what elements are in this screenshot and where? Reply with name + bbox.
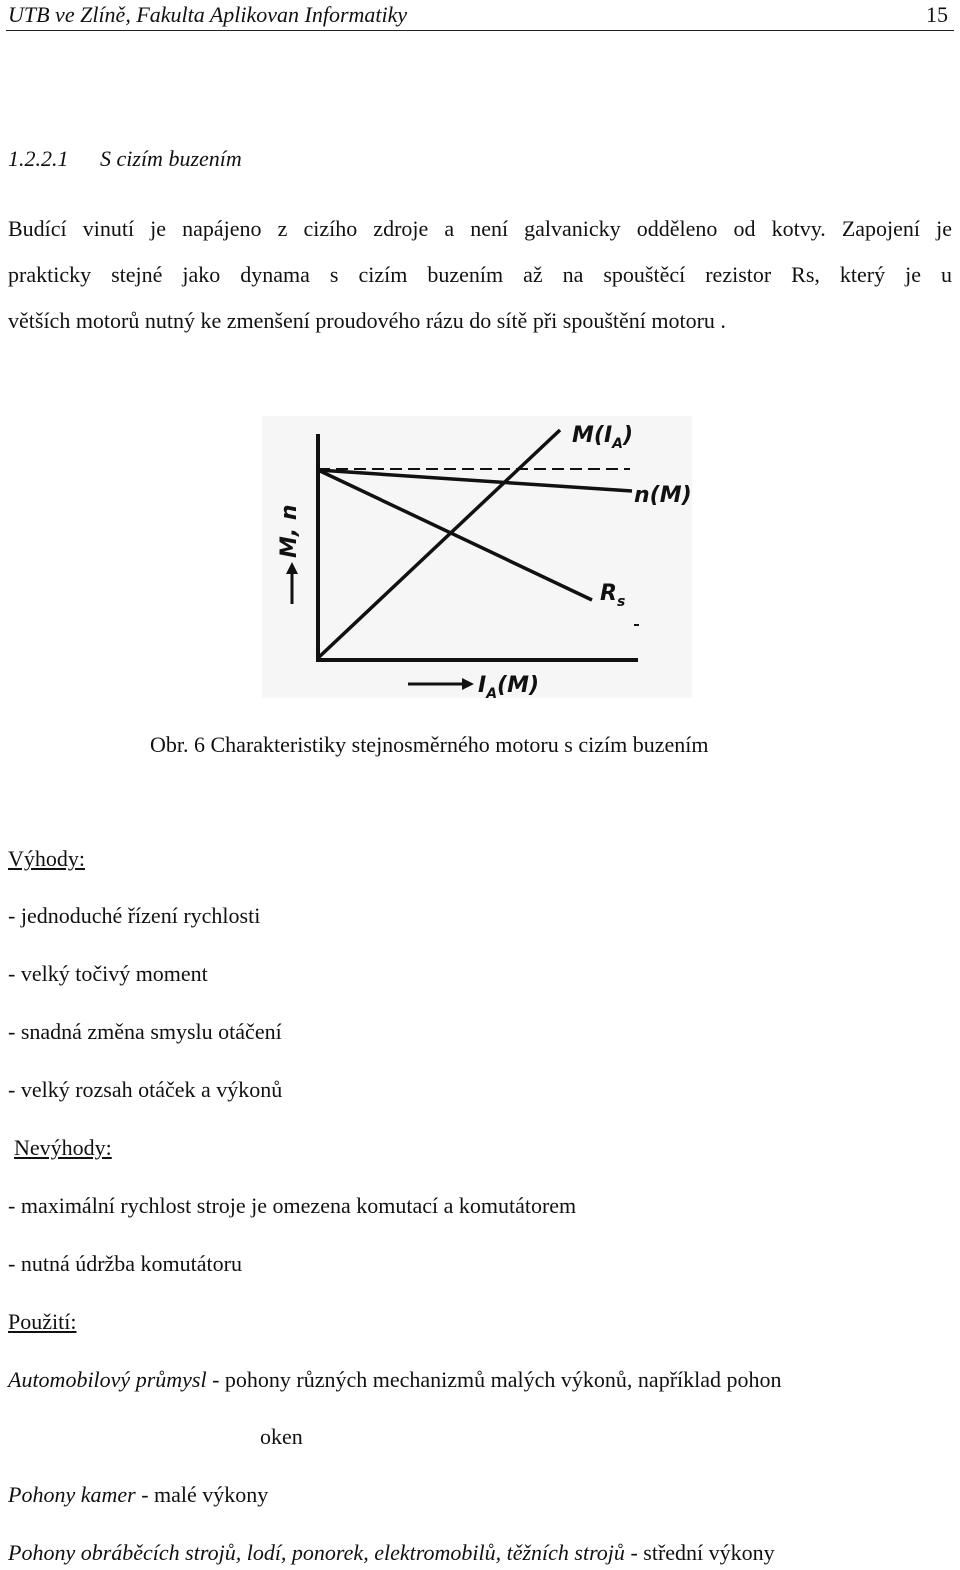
advantages-heading: Výhody: [8,846,85,871]
usage-automotive-continued: oken [260,1424,303,1449]
usage-camera-label: Pohony kamer [8,1482,136,1507]
section-title: S cizím buzením [100,146,242,171]
usage-automotive-text: - pohony různých mechanizmů malých výkonů, například pohon [206,1367,782,1392]
disadvantages-heading: Nevýhody: [14,1135,112,1160]
disadvantage-item: - nutná údržba komutátoru [8,1251,242,1276]
usage-heading: Použití: [8,1309,77,1334]
advantage-item: - snadná změna smyslu otáčení [8,1019,282,1044]
label-n-m: n(M) [634,483,692,508]
header-title: UTB ve Zlíně, Fakulta Aplikovan Informatiky [8,2,408,27]
usage-machines-label: Pohony obráběcích strojů, lodí, ponorek, elektromobilů, těžních strojů [8,1540,625,1565]
characteristics-diagram [262,408,692,698]
advantage-item: - velký rozsah otáček a výkonů [8,1077,283,1102]
paragraph-line-1: Budící vinutí je napájeno z cizího zdroje a není galvanicky odděleno od kotvy. Zapojení je [8,216,952,241]
usage-automotive-label: Automobilový průmysl [8,1367,207,1392]
header-rule [6,30,954,31]
advantage-item: - velký točivý moment [8,961,208,986]
characteristics-figure [262,408,692,698]
usage-camera [8,1482,268,1508]
section-number: 1.2.2.1 [8,146,69,171]
usage-machines-text: - střední výkony [624,1540,775,1565]
label-m-ia: $M(I_A)$ [572,423,634,452]
paragraph-line-2: prakticky stejné jako dynama s cizím buzením až na spouštěcí rezistor Rs, který je u [8,262,952,287]
label-y-axis: M, n [277,504,302,558]
figure-caption: Obr. 6 Charakteristiky stejnosměrného motoru s cizím buzením [150,732,709,757]
usage-camera-text: - malé výkony [135,1482,269,1507]
usage-machines [8,1540,775,1566]
advantage-item: - jednoduché řízení rychlosti [8,903,261,928]
label-x-axis: $I_A(M)$ [478,673,540,698]
disadvantage-item: - maximální rychlost stroje je omezena komutací a komutátorem [8,1193,577,1218]
page-number: 15 [926,2,948,27]
figure-background [262,416,692,698]
usage-automotive [8,1367,782,1393]
paragraph-line-3: větších motorů nutný ke zmenšení proudového rázu do sítě při spouštění motoru . [8,308,726,333]
section-heading [8,146,242,172]
label-rs: $R_s$ [600,581,626,610]
